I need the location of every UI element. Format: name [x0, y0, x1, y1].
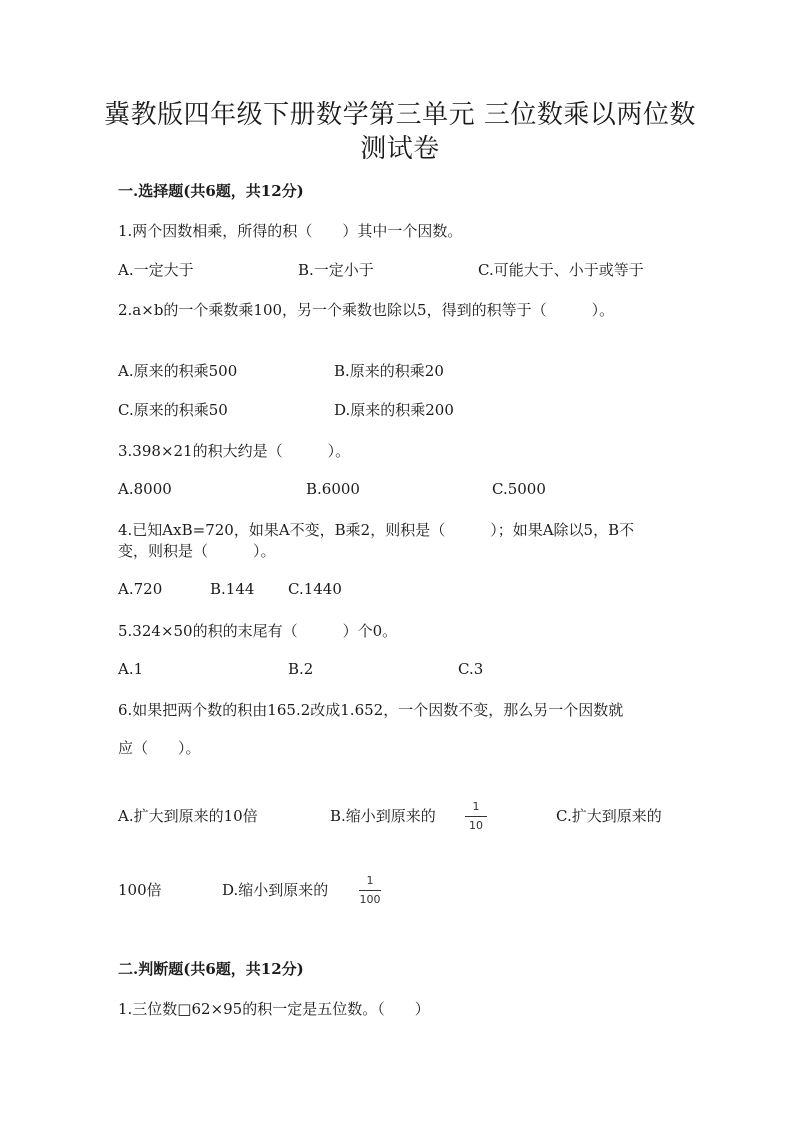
fraction-numerator: 1 — [472, 800, 480, 813]
option-b: B.原来的积乘20 — [334, 362, 444, 380]
fraction-one-tenth — [461, 800, 491, 833]
option-b: B.缩小到原来的 — [330, 807, 436, 825]
option-a: A.一定大于 — [118, 261, 194, 279]
option-b: B.2 — [288, 660, 314, 678]
question-stem: 3.398×21的积大约是（ ）。 — [118, 442, 351, 460]
option-a: A.原来的积乘500 — [118, 362, 238, 380]
option-c-continued: 100倍 — [118, 881, 162, 899]
option-c: C.5000 — [492, 480, 546, 498]
question-stem: 1.两个因数相乘，所得的积（ ）其中一个因数。 — [118, 222, 463, 240]
option-c: C.3 — [458, 660, 484, 678]
option-b: B.一定小于 — [298, 261, 374, 279]
option-b: B.6000 — [306, 480, 360, 498]
option-d: D.原来的积乘200 — [334, 401, 454, 419]
option-c: C.1440 — [288, 580, 342, 598]
option-c: C.扩大到原来的 — [556, 807, 662, 825]
title-line-1: 冀教版四年级下册数学第三单元 三位数乘以两位数 — [104, 100, 696, 130]
fraction-denominator: 10 — [469, 819, 483, 832]
question-stem: 2.a×b的一个乘数乘100，另一个乘数也除以5，得到的积等于（ ）。 — [118, 301, 615, 319]
option-b: B.144 — [210, 580, 255, 598]
fraction-one-hundredth — [355, 874, 385, 907]
fraction-denominator: 100 — [359, 893, 381, 906]
option-a: A.720 — [118, 580, 163, 598]
option-d: D.缩小到原来的 — [222, 881, 329, 899]
question-stem-line-1: 4.已知AxB=720，如果A不变，B乘2，则积是（ ）；如果A除以5，B不 — [118, 521, 635, 539]
option-c: C.原来的积乘50 — [118, 401, 228, 419]
section-heading-choice: 一.选择题(共6题，共12分) — [118, 182, 304, 200]
option-c: C.可能大于、小于或等于 — [478, 261, 644, 279]
question-stem: 1.三位数□62×95的积一定是五位数。（ ） — [118, 1000, 430, 1018]
section-heading-judgement: 二.判断题(共6题，共12分) — [118, 960, 304, 978]
title-line-2: 测试卷 — [360, 134, 440, 164]
option-a: A.8000 — [118, 480, 172, 498]
question-stem-line-1: 6.如果把两个数的积由165.2改成1.652，一个因数不变，那么另一个因数就 — [118, 701, 624, 719]
question-stem: 5.324×50的积的末尾有（ ）个0。 — [118, 622, 398, 640]
option-a: A.扩大到原来的10倍 — [118, 807, 258, 825]
fraction-bar — [465, 816, 487, 817]
question-stem-line-2: 应（ ）。 — [118, 739, 201, 757]
fraction-bar — [359, 890, 381, 891]
option-a: A.1 — [118, 660, 144, 678]
fraction-numerator: 1 — [366, 874, 374, 887]
question-stem-line-2: 变，则积是（ ）。 — [118, 542, 276, 560]
